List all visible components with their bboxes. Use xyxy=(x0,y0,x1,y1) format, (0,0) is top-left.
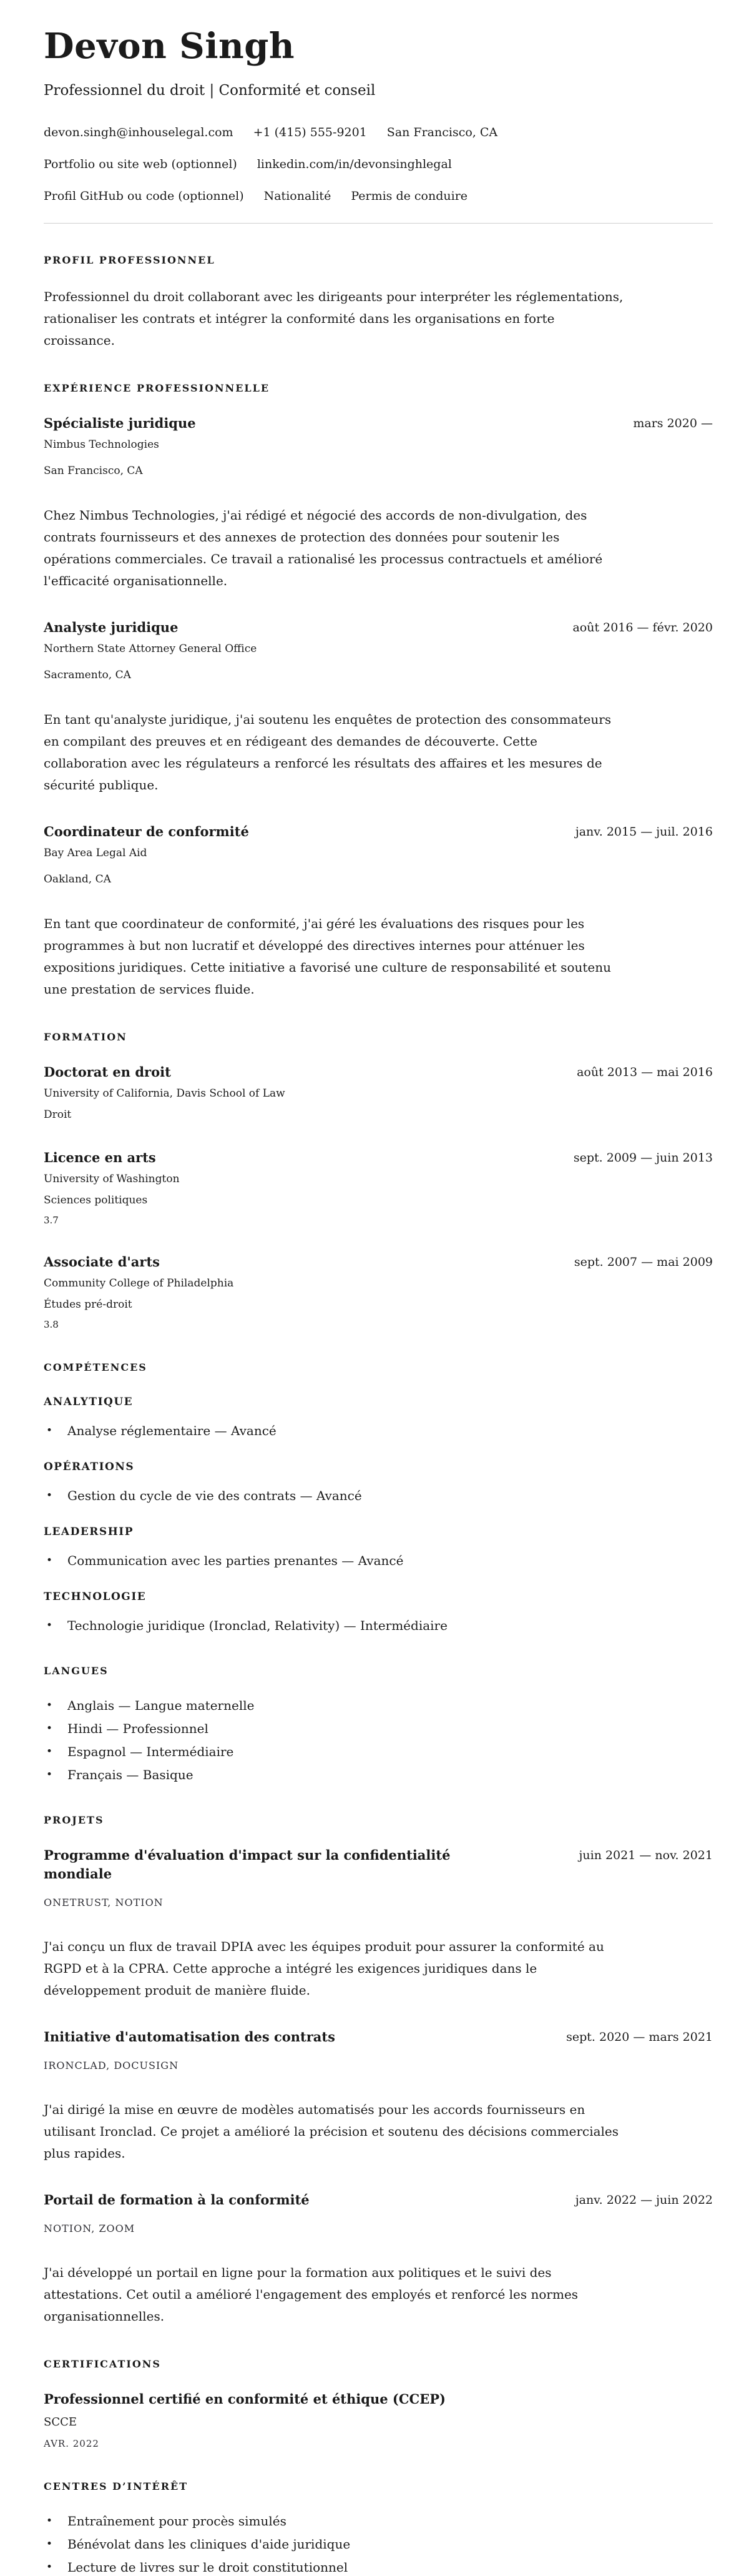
language-item: • Hindi — Professionnel xyxy=(44,1720,648,1737)
experience-entry xyxy=(44,414,713,592)
job-company: Nimbus Technologies xyxy=(44,438,159,451)
job-description: En tant qu'analyste juridique, j'ai soutenu les enquêtes de protection des consommateurs en compilant des preuves et en rédigeant des demandes de découverte. Cette collaboration avec les régulateurs a renforcé les résultats des affaires et les mesures de sécurité publique. xyxy=(44,712,612,792)
skill-item: • Analyse réglementaire — Avancé xyxy=(44,1422,648,1439)
language-item: • Espagnol — Intermédiaire xyxy=(44,1743,648,1760)
education-dates: sept. 2007 — mai 2009 xyxy=(574,1255,713,1269)
entry-head xyxy=(44,414,713,433)
certification-date: AVR. 2022 xyxy=(44,2438,99,2449)
section-education xyxy=(44,1030,713,1331)
section-experience xyxy=(44,382,713,1000)
project-dates: juin 2021 — nov. 2021 xyxy=(579,1848,713,1862)
certification-entry xyxy=(44,2390,713,2450)
education-entry xyxy=(44,1148,713,1226)
skill-list xyxy=(44,1617,713,1634)
degree-title: Doctorat en droit xyxy=(44,1064,171,1080)
entry-head xyxy=(44,1846,713,1883)
certification-issuer: SCCE xyxy=(44,2416,77,2429)
job-company: Northern State Attorney General Office xyxy=(44,643,257,655)
interest-item: • Entraînement pour procès simulés xyxy=(44,2512,648,2530)
nationality-text: Nationalité xyxy=(263,189,331,203)
degree-title: Associate d'arts xyxy=(44,1254,160,1270)
entry-head xyxy=(44,618,713,637)
skill-list xyxy=(44,1422,713,1439)
entry-head xyxy=(44,1253,713,1271)
job-location: Sacramento, CA xyxy=(44,669,131,681)
contact-row-1 xyxy=(44,124,713,141)
language-item: • Français — Basique xyxy=(44,1766,648,1784)
field-of-study: Droit xyxy=(44,1108,72,1121)
experience-heading: EXPÉRIENCE PROFESSIONNELLE xyxy=(44,382,270,394)
education-heading: FORMATION xyxy=(44,1031,127,1043)
job-title: Spécialiste juridique xyxy=(44,415,196,431)
interest-list xyxy=(44,2512,713,2576)
field-of-study: Études pré-droit xyxy=(44,1298,132,1311)
job-dates: août 2016 — févr. 2020 xyxy=(572,621,713,634)
skill-list xyxy=(44,1487,713,1504)
section-interests xyxy=(44,2480,713,2576)
education-entry xyxy=(44,1063,713,1122)
section-languages xyxy=(44,1664,713,1784)
entry-head xyxy=(44,2191,713,2209)
project-description: J'ai dirigé la mise en œuvre de modèles automatisés pour les accords fournisseurs en utilisant Ironclad. Ce projet a amélioré la précision et soutenu des décisions commerciales plus rapides. xyxy=(44,2102,619,2161)
section-certifications xyxy=(44,2357,713,2450)
skill-list xyxy=(44,1552,713,1569)
degree-title: Licence en arts xyxy=(44,1150,156,1165)
project-tools: NOTION, ZOOM xyxy=(44,2223,135,2234)
entry-head xyxy=(44,1063,713,1082)
school-name: University of California, Davis School of Law xyxy=(44,1087,285,1100)
interest-item: • Lecture de livres sur le droit constitutionnel xyxy=(44,2559,648,2576)
education-dates: août 2013 — mai 2016 xyxy=(577,1065,713,1079)
profile-heading: PROFIL PROFESSIONNEL xyxy=(44,254,215,266)
education-entry xyxy=(44,1253,713,1331)
project-entry xyxy=(44,2191,713,2327)
phone-text: +1 (415) 555-9201 xyxy=(253,126,367,139)
skill-group-label: TECHNOLOGIE xyxy=(44,1591,147,1603)
project-entry xyxy=(44,1846,713,2001)
section-projects xyxy=(44,1814,713,2327)
project-dates: janv. 2022 — juin 2022 xyxy=(575,2193,713,2207)
language-list xyxy=(44,1697,713,1784)
project-title: Portail de formation à la conformité xyxy=(44,2192,310,2208)
project-tools: IRONCLAD, DOCUSIGN xyxy=(44,2060,179,2071)
header xyxy=(44,26,713,204)
job-title: Coordinateur de conformité xyxy=(44,824,249,839)
experience-entry xyxy=(44,822,713,1000)
project-title: Programme d'évaluation d'impact sur la confidentialité mondiale xyxy=(44,1847,451,1882)
skill-group-label: LEADERSHIP xyxy=(44,1526,134,1538)
skill-group-label: ANALYTIQUE xyxy=(44,1396,134,1408)
tagline: Professionnel du droit | Conformité et conseil xyxy=(44,82,376,99)
job-location: San Francisco, CA xyxy=(44,465,143,477)
contact-row-3 xyxy=(44,188,713,204)
gpa-value: 3.7 xyxy=(44,1215,59,1226)
project-tools: ONETRUST, NOTION xyxy=(44,1897,164,1908)
project-title: Initiative d'automatisation des contrats xyxy=(44,2029,335,2045)
skill-item: • Technologie juridique (Ironclad, Relativity) — Intermédiaire xyxy=(44,1617,648,1634)
entry-head xyxy=(44,2028,713,2046)
interest-item: • Bénévolat dans les cliniques d'aide juridique xyxy=(44,2535,648,2553)
school-name: University of Washington xyxy=(44,1173,180,1185)
project-entry xyxy=(44,2028,713,2164)
job-description: Chez Nimbus Technologies, j'ai rédigé et négocié des accords de non-divulgation, des contrats fournisseurs et des annexes de protection des données pour soutenir les opérations commerciales. Ce travail a rationalisé les processus contractuels et amélioré l'efficacité organisationnelle. xyxy=(44,508,603,588)
contact-row-2 xyxy=(44,156,713,172)
gpa-value: 3.8 xyxy=(44,1319,59,1330)
education-dates: sept. 2009 — juin 2013 xyxy=(573,1151,713,1165)
job-title: Analyste juridique xyxy=(44,619,179,635)
skills-heading: COMPÉTENCES xyxy=(44,1361,147,1373)
language-item: • Anglais — Langue maternelle xyxy=(44,1697,648,1714)
job-company: Bay Area Legal Aid xyxy=(44,847,147,859)
driving-license-text: Permis de conduire xyxy=(351,189,468,203)
github-placeholder-text: Profil GitHub ou code (optionnel) xyxy=(44,189,244,203)
entry-head xyxy=(44,822,713,841)
experience-entry xyxy=(44,618,713,796)
job-dates: mars 2020 — xyxy=(633,417,713,430)
skill-group-label: OPÉRATIONS xyxy=(44,1461,135,1473)
job-description: En tant que coordinateur de conformité, j'ai géré les évaluations des risques pour les programmes à but non lucratif et développé des directives internes pour atténuer les expositions juridiques. Cette initiative a favorisé une culture de responsabilité et soutenu une prestation de services fluide. xyxy=(44,916,612,997)
project-description: J'ai développé un portail en ligne pour la formation aux politiques et le suivi des attestations. Cet outil a amélioré l'engagement des employés et renforcé les normes organisationnelles. xyxy=(44,2265,579,2324)
field-of-study: Sciences politiques xyxy=(44,1194,148,1207)
project-description: J'ai conçu un flux de travail DPIA avec les équipes produit pour assurer la conformité au RGPD et à la CPRA. Cette approche a intégré les exigences juridiques dans le développement produit de manière fluide. xyxy=(44,1939,604,1998)
profile-text: Professionnel du droit collaborant avec les dirigeants pour interpréter les réglementations, rationaliser les contrats et intégrer la conformité dans les organisations en forte croissance. xyxy=(44,289,624,348)
location-text: San Francisco, CA xyxy=(386,126,498,139)
school-name: Community College of Philadelphia xyxy=(44,1277,234,1290)
header-divider xyxy=(44,223,713,224)
entry-head xyxy=(44,1148,713,1167)
languages-heading: LANGUES xyxy=(44,1665,109,1677)
linkedin-text: linkedin.com/in/devonsinghlegal xyxy=(257,157,452,171)
job-location: Oakland, CA xyxy=(44,873,111,886)
skill-item: • Communication avec les parties prenantes — Avancé xyxy=(44,1552,648,1569)
portfolio-placeholder-text: Portfolio ou site web (optionnel) xyxy=(44,157,237,171)
section-profile xyxy=(44,254,713,352)
interests-heading: CENTRES D’INTÉRÊT xyxy=(44,2480,188,2492)
job-dates: janv. 2015 — juil. 2016 xyxy=(575,825,713,839)
skill-item: • Gestion du cycle de vie des contrats — Avancé xyxy=(44,1487,648,1504)
project-dates: sept. 2020 — mars 2021 xyxy=(566,2030,713,2044)
page-title: Devon Singh xyxy=(44,26,295,67)
projects-heading: PROJETS xyxy=(44,1814,104,1826)
section-skills xyxy=(44,1361,713,1634)
certification-name: Professionnel certifié en conformité et éthique (CCEP) xyxy=(44,2391,446,2407)
email-text: devon.singh@inhouselegal.com xyxy=(44,126,233,139)
certifications-heading: CERTIFICATIONS xyxy=(44,2358,161,2370)
